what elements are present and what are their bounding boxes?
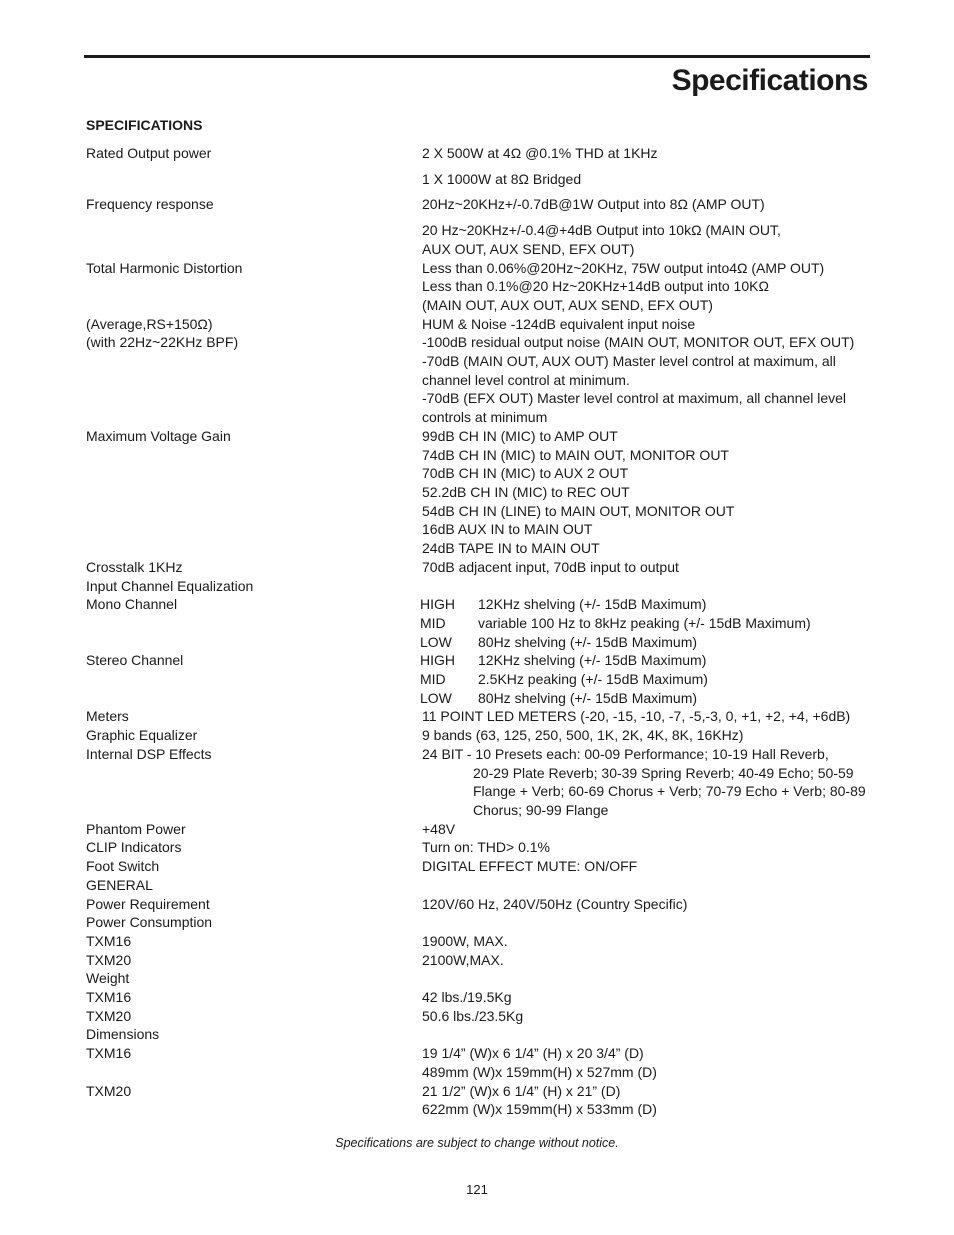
value-phantom: +48V [422,821,456,837]
label-max-gain: Maximum Voltage Gain [86,428,231,444]
eq-stereo-high [420,651,706,670]
value-freq-2: 20 Hz~20KHz+/-0.4@+4dB Output into 10kΩ (MAIN OUT, [422,222,781,238]
value-foot-switch: DIGITAL EFFECT MUTE: ON/OFF [422,858,638,874]
value-clip: Turn on: THD> 0.1% [422,839,551,855]
value-thd-3: (MAIN OUT, AUX OUT, AUX SEND, EFX OUT) [422,297,713,313]
value-noise-3: -70dB (MAIN OUT, AUX OUT) Master level control at maximum, all [422,353,836,369]
value-power-requirement: 120V/60 Hz, 240V/50Hz (Country Specific) [422,896,688,912]
eq-stereo-low [420,689,697,708]
value-rated-2: 1 X 1000W at 8Ω Bridged [422,171,582,187]
value-freq-3: AUX OUT, AUX SEND, EFX OUT) [422,241,635,257]
eq-band: LOW [420,690,452,706]
label-weight: Weight [86,970,130,986]
value-noise-2: -100dB residual output noise (MAIN OUT, MONITOR OUT, EFX OUT) [422,334,855,350]
value-txm20-power: 2100W,MAX. [422,952,504,968]
label-input-eq: Input Channel Equalization [86,578,254,594]
label-foot-switch: Foot Switch [86,858,160,874]
value-dsp-2: 20-29 Plate Reverb; 30-39 Spring Reverb; 40-49 Echo; 50-59 [473,765,854,781]
label-clip: CLIP Indicators [86,839,182,855]
value-dsp-3: Flange + Verb; 60-69 Chorus + Verb; 70-79 Echo + Verb; 80-89 [473,783,866,799]
label-thd: Total Harmonic Distortion [86,260,243,276]
label-mono-channel: Mono Channel [86,596,178,612]
value-gain-1: 99dB CH IN (MIC) to AMP OUT [422,428,618,444]
value-gain-2: 74dB CH IN (MIC) to MAIN OUT, MONITOR OUT [422,447,729,463]
value-thd-1: Less than 0.06%@20Hz~20KHz, 75W output into4Ω (AMP OUT) [422,260,825,276]
section-heading: SPECIFICATIONS [86,117,203,133]
label-dimensions: Dimensions [86,1026,160,1042]
value-txm16-power: 1900W, MAX. [422,933,508,949]
label-phantom: Phantom Power [86,821,186,837]
label-txm16-power: TXM16 [86,933,132,949]
value-txm16-dim-1: 19 1/4” (W)x 6 1/4” (H) x 20 3/4” (D) [422,1045,644,1061]
value-noise-6: controls at minimum [422,409,548,425]
eq-band: MID [420,671,446,687]
value-freq-1: 20Hz~20KHz+/-0.7dB@1W Output into 8Ω (AMP OUT) [422,196,765,212]
eq-band: MID [420,615,446,631]
value-txm20-weight: 50.6 lbs./23.5Kg [422,1008,524,1024]
label-average: (Average,RS+150Ω) [86,316,213,332]
label-txm16-weight: TXM16 [86,989,132,1005]
eq-mono-mid [420,614,811,633]
label-crosstalk: Crosstalk 1KHz [86,559,183,575]
value-dsp-1: 24 BIT - 10 Presets each: 00-09 Performance; 10-19 Hall Reverb, [422,746,829,762]
eq-band: HIGH [420,596,455,612]
value-noise-5: -70dB (EFX OUT) Master level control at maximum, all channel level [422,390,847,406]
value-txm20-dim-2: 622mm (W)x 159mm(H) x 533mm (D) [422,1101,657,1117]
eq-stereo-mid [420,670,708,689]
value-gain-3: 70dB CH IN (MIC) to AUX 2 OUT [422,465,629,481]
value-txm16-dim-2: 489mm (W)x 159mm(H) x 527mm (D) [422,1064,657,1080]
value-noise-4: channel level control at minimum. [422,372,630,388]
footer-note: Specifications are subject to change without notice. [335,1136,619,1150]
value-gain-6: 16dB AUX IN to MAIN OUT [422,521,593,537]
label-bpf: (with 22Hz~22KHz BPF) [86,334,239,350]
value-dsp-4: Chorus; 90-99 Flange [473,802,609,818]
header-rule [84,55,870,58]
label-graphic-eq: Graphic Equalizer [86,727,198,743]
page-title: Specifications [671,64,868,97]
label-stereo-channel: Stereo Channel [86,652,184,668]
eq-desc: variable 100 Hz to 8kHz peaking (+/- 15dB Maximum) [478,615,811,631]
label-txm20-weight: TXM20 [86,1008,132,1024]
value-graphic-eq: 9 bands (63, 125, 250, 500, 1K, 2K, 4K, 8K, 16KHz) [422,727,744,743]
value-thd-2: Less than 0.1%@20 Hz~20KHz+14dB output into 10KΩ [422,278,769,294]
eq-mono-low [420,633,697,652]
eq-band: LOW [420,634,452,650]
eq-desc: 12KHz shelving (+/- 15dB Maximum) [478,652,707,668]
value-txm20-dim-1: 21 1/2” (W)x 6 1/4” (H) x 21” (D) [422,1083,621,1099]
label-dsp: Internal DSP Effects [86,746,212,762]
label-frequency-response: Frequency response [86,196,214,212]
value-txm16-weight: 42 lbs./19.5Kg [422,989,512,1005]
label-txm20-power: TXM20 [86,952,132,968]
label-power-requirement: Power Requirement [86,896,210,912]
eq-mono-high [420,595,706,614]
value-crosstalk: 70dB adjacent input, 70dB input to output [422,559,679,575]
label-rated-output: Rated Output power [86,145,212,161]
eq-desc: 80Hz shelving (+/- 15dB Maximum) [478,634,698,650]
page-number: 121 [466,1182,488,1197]
eq-band: HIGH [420,652,455,668]
eq-desc: 80Hz shelving (+/- 15dB Maximum) [478,690,698,706]
value-gain-5: 54dB CH IN (LINE) to MAIN OUT, MONITOR OUT [422,503,735,519]
label-meters: Meters [86,708,129,724]
label-txm20-dimensions: TXM20 [86,1083,132,1099]
value-noise-1: HUM & Noise -124dB equivalent input noise [422,316,696,332]
value-gain-4: 52.2dB CH IN (MIC) to REC OUT [422,484,630,500]
value-gain-7: 24dB TAPE IN to MAIN OUT [422,540,600,556]
value-rated-1: 2 X 500W at 4Ω @0.1% THD at 1KHz [422,145,658,161]
label-power-consumption: Power Consumption [86,914,213,930]
label-txm16-dimensions: TXM16 [86,1045,132,1061]
label-general: GENERAL [86,877,153,893]
value-meters: 11 POINT LED METERS (-20, -15, -10, -7, -5,-3, 0, +1, +2, +4, +6dB) [422,708,851,724]
eq-desc: 2.5KHz peaking (+/- 15dB Maximum) [478,671,708,687]
eq-desc: 12KHz shelving (+/- 15dB Maximum) [478,596,707,612]
